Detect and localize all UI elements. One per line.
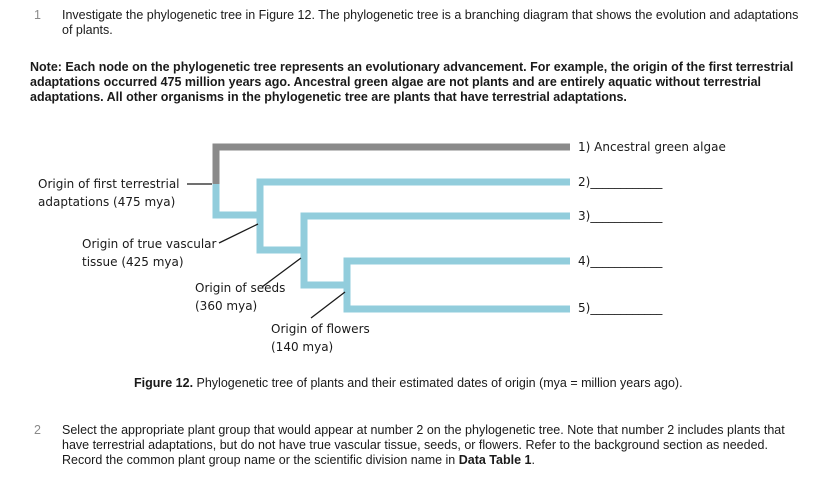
leader-vascular xyxy=(219,224,258,243)
branch-vascular-node xyxy=(260,215,304,250)
branch-tip-5 xyxy=(347,285,570,309)
tip-label-5: 5)____________ xyxy=(578,300,663,315)
answer-blank-5: ____________ xyxy=(590,300,663,315)
question-number: 1 xyxy=(34,8,41,22)
question-text-end: . xyxy=(531,453,535,467)
figure-caption-text: Phylogenetic tree of plants and their estimated dates of origin (mya = million years ago). xyxy=(193,376,683,390)
branch-ancestral-algae xyxy=(216,147,570,184)
question-number: 2 xyxy=(34,423,41,437)
question-text-body: Select the appropriate plant group that would appear at number 2 on the phylogenetic tree. Note that number 2 includes plants that have terrestrial adaptations, but do not have true vascular tissue, seeds, or flowers. Refer to the background section as needed. Record the common plant group name or the scientific division name in xyxy=(62,423,785,467)
data-table-reference: Data Table 1 xyxy=(458,453,532,467)
branch-terrestrial-node xyxy=(216,184,260,215)
tip-label-4: 4)____________ xyxy=(578,253,663,268)
leader-flowers xyxy=(311,292,345,318)
question-text: Investigate the phylogenetic tree in Figure 12. The phylogenetic tree is a branching diagram that shows the evolution and adaptations of plants. xyxy=(62,8,799,37)
branch-tip-2 xyxy=(260,182,570,215)
tip-label-2: 2)____________ xyxy=(578,174,663,189)
branch-tip-3 xyxy=(304,216,570,250)
answer-blank-3: ____________ xyxy=(590,208,663,223)
tip-label-3: 3)____________ xyxy=(578,208,663,223)
note-paragraph: Note: Each node on the phylogenetic tree represents an evolutionary advancement. For example, the origin of the first terrestrial adaptations occurred 475 million years ago. Ancestral green algae are not plants and are entirely aquatic without terrestrial adaptations. All other organisms in the phylogenetic tree are plants that have terrestrial adaptations. xyxy=(30,60,794,104)
node-label-flowers: Origin of flowers (140 mya) xyxy=(271,322,370,354)
branch-tip-4 xyxy=(347,261,570,285)
figure-caption xyxy=(134,376,683,390)
node-label-seeds: Origin of seeds (360 mya) xyxy=(195,281,286,313)
branch-seeds-node xyxy=(304,250,347,285)
question-text xyxy=(62,423,802,468)
answer-blank-4: ____________ xyxy=(590,253,663,268)
node-label-vascular: Origin of true vascular tissue (425 mya) xyxy=(82,237,217,269)
answer-blank-2: ____________ xyxy=(590,174,663,189)
tip-label-1: 1) Ancestral green algae xyxy=(578,139,726,154)
node-label-terrestrial: Origin of first terrestrial adaptations (475 mya) xyxy=(38,177,180,209)
figure-caption-label: Figure 12. xyxy=(134,376,194,390)
